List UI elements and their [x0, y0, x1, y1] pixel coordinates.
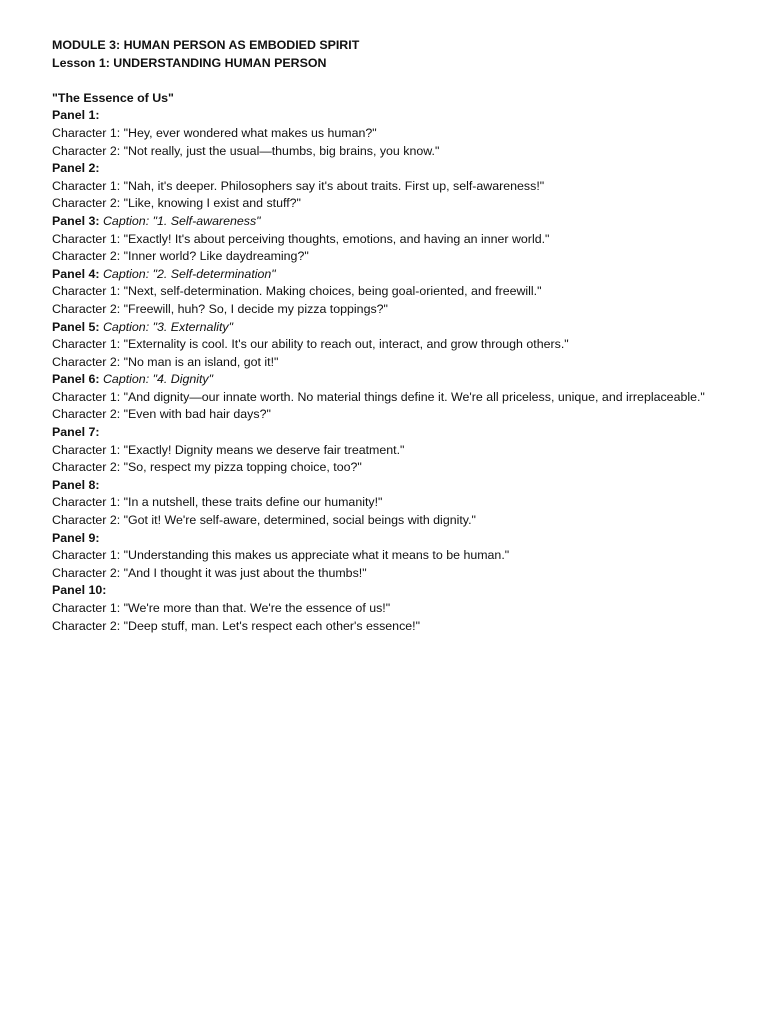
dialogue-line: Character 1: "Understanding this makes us appreciate what it means to be human."	[52, 548, 510, 563]
panel-label: Panel 3:	[52, 213, 100, 228]
dialogue-line: Character 2: "No man is an island, got it!"	[52, 354, 279, 369]
dialogue-line: Character 1: "And dignity—our innate worth. No material things define it. We're all priceless, unique, and irreplaceable."	[52, 389, 705, 404]
dialogue-line: Character 1: "Hey, ever wondered what makes us human?"	[52, 125, 377, 140]
dialogue-line: Character 1: "Exactly! Dignity means we deserve fair treatment."	[52, 442, 405, 457]
panel-caption: Caption: "4. Dignity"	[102, 372, 214, 387]
panel-label: Panel 9:	[52, 530, 100, 545]
dialogue-line: Character 1: "Exactly! It's about perceiving thoughts, emotions, and having an inner world."	[52, 231, 550, 246]
lesson-heading: Lesson 1: UNDERSTANDING HUMAN PERSON	[52, 55, 327, 70]
panel-label: Panel 4:	[52, 266, 100, 281]
panel-7	[52, 424, 718, 477]
panel-heading	[52, 266, 718, 284]
panel-label: Panel 6:	[52, 372, 100, 387]
dialogue-line: Character 2: "Like, knowing I exist and stuff?"	[52, 196, 301, 211]
panel-label: Panel 8:	[52, 477, 100, 492]
panel-caption: Caption: "2. Self-determination"	[102, 266, 276, 281]
dialogue-line: Character 1: "In a nutshell, these traits define our humanity!"	[52, 495, 383, 510]
dialogue-line: Character 2: "Deep stuff, man. Let's respect each other's essence!"	[52, 618, 420, 633]
panel-1	[52, 107, 718, 160]
blank-line	[52, 72, 718, 90]
dialogue-line: Character 2: "Freewill, huh? So, I decide my pizza toppings?"	[52, 301, 388, 316]
dialogue-line: Character 2: "Inner world? Like daydreaming?"	[52, 249, 309, 264]
panel-caption: Caption: "3. Externality"	[102, 319, 233, 334]
panel-2	[52, 160, 718, 213]
story-title: "The Essence of Us"	[52, 90, 174, 105]
module-heading: MODULE 3: HUMAN PERSON AS EMBODIED SPIRIT	[52, 38, 360, 52]
panel-label: Panel 7:	[52, 425, 100, 440]
panel-heading	[52, 424, 718, 442]
dialogue-line: Character 1: "Next, self-determination. Making choices, being goal-oriented, and freewill."	[52, 284, 542, 299]
panel-heading	[52, 371, 718, 389]
panel-heading	[52, 160, 718, 178]
panel-9	[52, 530, 718, 583]
panel-heading	[52, 582, 718, 600]
dialogue-line: Character 2: "Even with bad hair days?"	[52, 407, 271, 422]
panel-6	[52, 371, 718, 424]
dialogue-line: Character 1: "Nah, it's deeper. Philosophers say it's about traits. First up, self-awareness!"	[52, 178, 545, 193]
panel-heading	[52, 477, 718, 495]
panel-label: Panel 1:	[52, 108, 100, 123]
document-page	[52, 37, 718, 635]
dialogue-line: Character 2: "Not really, just the usual—thumbs, big brains, you know."	[52, 143, 440, 158]
dialogue-line: Character 1: "Externality is cool. It's our ability to reach out, interact, and grow through others."	[52, 337, 569, 352]
panel-4	[52, 266, 718, 319]
panel-heading	[52, 107, 718, 125]
panel-10	[52, 582, 718, 635]
panel-label: Panel 5:	[52, 319, 100, 334]
panel-3	[52, 213, 718, 266]
dialogue-line: Character 2: "And I thought it was just about the thumbs!"	[52, 565, 367, 580]
dialogue-line: Character 2: "So, respect my pizza topping choice, too?"	[52, 460, 362, 475]
panel-label: Panel 2:	[52, 161, 100, 176]
panel-label: Panel 10:	[52, 583, 107, 598]
panel-heading	[52, 213, 718, 231]
panel-caption: Caption: "1. Self-awareness"	[102, 213, 261, 228]
panel-heading	[52, 319, 718, 337]
panel-heading	[52, 530, 718, 548]
panel-5	[52, 319, 718, 372]
panel-8	[52, 477, 718, 530]
dialogue-line: Character 1: "We're more than that. We're the essence of us!"	[52, 601, 391, 615]
dialogue-line: Character 2: "Got it! We're self-aware, determined, social beings with dignity."	[52, 513, 476, 528]
